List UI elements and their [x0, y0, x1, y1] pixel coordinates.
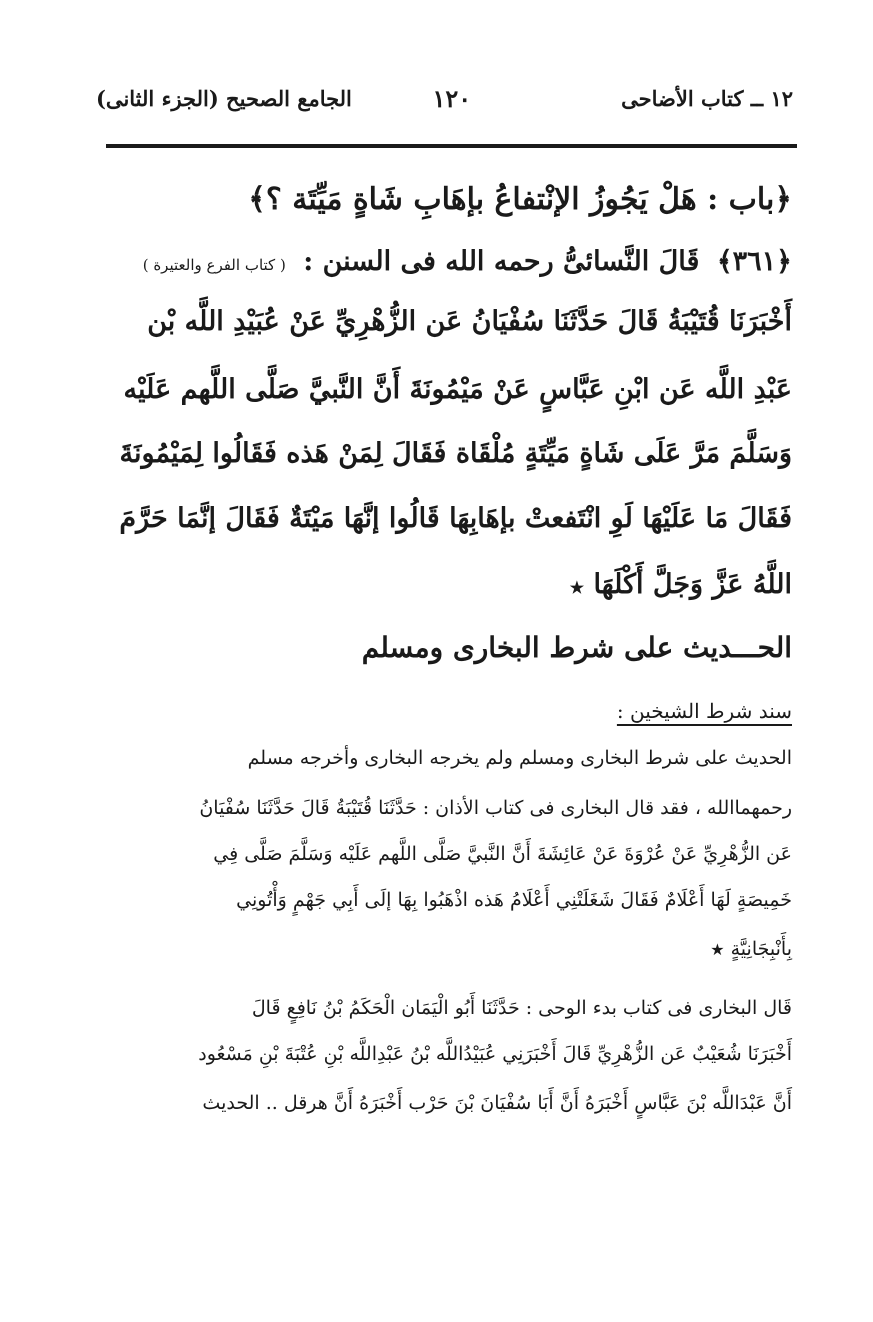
hadith-number: ﴿٣٦١﴾ — [716, 246, 792, 277]
hadith-intro — [90, 246, 792, 277]
isnad-title: سند شرط الشيخين : — [616, 699, 792, 723]
header-book-title: الجامع الصحيح (الجزء الثانى) — [96, 86, 352, 111]
commentary-line: عَن الزُّهْرِيِّ عَنْ عُرْوَةَ عَنْ عَائِشَةَ أَنَّ النَّبيَّ صَلَّى اللَّهم عَلَيْه وَسَلَّمَ صَلَّى فِي — [213, 843, 792, 865]
commentary-line: خَمِيصَةٍ لَهَا أَعْلَامٌ فَقَالَ شَغَلَتْنِي أَعْلَامُ هَذه اذْهَبُوا بِهَا إلَى أَبِي جَهْمٍ وَأْتُونِي — [236, 889, 792, 911]
hadith-line-last — [90, 569, 792, 600]
commentary-line: الحديث على شرط البخارى ومسلم ولم يخرجه البخارى وأخرجه مسلم — [247, 747, 792, 769]
chapter-heading: ﴿باب : هَلْ يَجُوزُ الإنْتفاعُ بإهَابِ شَاةٍ مَيِّتَة ؟﴾ — [248, 182, 792, 217]
commentary-line: رحمهماالله ، فقد قال البخارى فى كتاب الأذان : حَدَّثَنَا قُتَيْبَةُ قَالَ حَدَّثَنَا سُفْيَانُ — [199, 797, 792, 819]
hadith-line: عَبْدِ اللَّه عَن ابْنِ عَبَّاسٍ عَنْ مَيْمُونَةَ أَنَّ النَّبيَّ صَلَّى اللَّهم عَلَيْه — [123, 374, 792, 405]
end-star-icon: ★ — [569, 578, 585, 597]
commentary-line-end — [90, 938, 792, 960]
hadith-line-text: اللَّهُ عَزَّ وَجَلَّ أَكْلَهَا — [593, 569, 792, 600]
hadith-intro-text: قَالَ النَّسائىُّ رحمه الله فى السنن : — [303, 246, 700, 277]
commentary-line: أَخْبَرَنَا شُعَيْبٌ عَن الزُّهْرِيِّ قَالَ أَخْبَرَنِي عُبَيْدُاللَّه بْنُ عَبْدِاللَّه بْنِ عُتْبَةَ بْنِ مَسْعُود — [198, 1043, 792, 1065]
hadith-line: أَخْبَرَنَا قُتَيْبَةُ قَالَ حَدَّثَنَا سُفْيَانُ عَن الزُّهْرِيِّ عَنْ عُبَيْدِ اللَّه بْن — [147, 306, 792, 337]
running-header — [96, 82, 793, 122]
hadith-line: وَسَلَّمَ مَرَّ عَلَى شَاةٍ مَيِّتَةٍ مُلْقَاة فَقَالَ لِمَنْ هَذه فَقَالُوا لِمَيْمُونَةَ — [119, 438, 792, 469]
commentary-line: أَنَّ عَبْدَاللَّه بْنَ عَبَّاسٍ أَخْبَرَهُ أَنَّ أَبَا سُفْيَانَ بْنَ حَرْب أَخْبَرَهُ أَنَّ هرقل .. الحديث — [202, 1092, 792, 1114]
hadith-reference: ( كتاب الفرع والعتيرة ) — [142, 256, 286, 274]
end-star-icon: ★ — [710, 940, 725, 959]
commentary-line: قَال البخارى فى كتاب بدء الوحى : حَدَّثَنَا أَبُو الْيَمَان الْحَكَمُ بْنُ نَافِعٍ قَالَ — [251, 997, 792, 1019]
header-chapter: ١٢ ــ كتاب الأضاحى — [621, 86, 793, 111]
commentary-line-text: بِأَنْبِجَانِيَّةٍ — [730, 938, 792, 960]
page-number: ١٢٠ — [432, 84, 472, 113]
hadith-line: فَقَالَ مَا عَلَيْهَا لَوِ انْتَفعتْ بإهَابِهَا قَالُوا إنَّهَا مَيْتَةٌ فَقَالَ إنَّمَا حَرَّمَ — [119, 503, 792, 534]
header-rule — [106, 144, 797, 148]
verdict-heading: الحـــديث على شرط البخارى ومسلم — [361, 631, 792, 664]
